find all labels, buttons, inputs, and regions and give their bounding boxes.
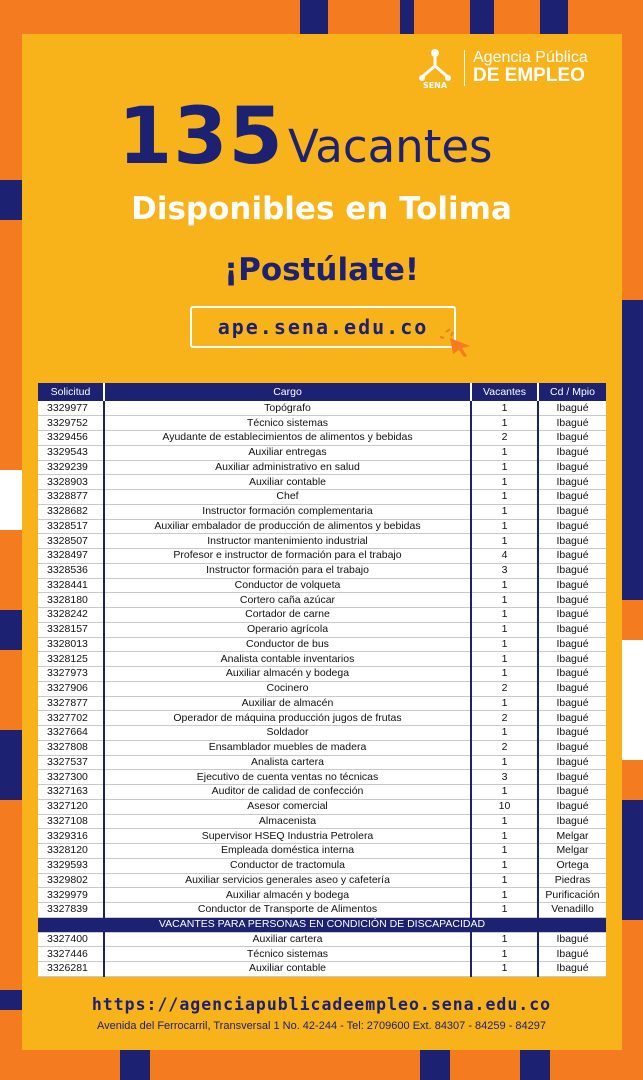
logo-line1: Agencia Pública bbox=[473, 48, 588, 66]
cell-solicitud: 3329979 bbox=[38, 888, 104, 903]
cell-solicitud: 3328536 bbox=[38, 563, 104, 578]
cell-mpio: Ibagué bbox=[538, 475, 606, 490]
cell-solicitud: 3328180 bbox=[38, 593, 104, 608]
cell-mpio: Ibagué bbox=[538, 962, 606, 977]
cell-cargo: Soldador bbox=[104, 726, 471, 741]
sena-logo-icon bbox=[414, 47, 456, 89]
cell-solicitud: 3329239 bbox=[38, 460, 104, 475]
table-row bbox=[38, 622, 606, 637]
cell-cargo: Empleada doméstica interna bbox=[104, 844, 471, 859]
cell-mpio: Ibagué bbox=[538, 445, 606, 460]
cell-mpio: Ibagué bbox=[538, 770, 606, 785]
cell-mpio: Ortega bbox=[538, 858, 606, 873]
cell-cargo: Auxiliar almacén y bodega bbox=[104, 667, 471, 682]
cell-solicitud: 3328507 bbox=[38, 534, 104, 549]
cell-solicitud: 3327537 bbox=[38, 755, 104, 770]
cell-vacantes: 1 bbox=[471, 888, 538, 903]
cell-vacantes: 1 bbox=[471, 490, 538, 505]
cell-vacantes: 1 bbox=[471, 519, 538, 534]
cell-cargo: Analista cartera bbox=[104, 755, 471, 770]
decor-stripe bbox=[622, 640, 643, 760]
table-row bbox=[38, 490, 606, 505]
cell-vacantes: 1 bbox=[471, 445, 538, 460]
cell-vacantes: 1 bbox=[471, 534, 538, 549]
cell-vacantes: 1 bbox=[471, 401, 538, 416]
cell-mpio: Ibagué bbox=[538, 622, 606, 637]
cell-cargo: Ensamblador muebles de madera bbox=[104, 740, 471, 755]
cell-mpio: Ibagué bbox=[538, 932, 606, 947]
cell-cargo: Conductor de Transporte de Alimentos bbox=[104, 903, 471, 918]
table-row bbox=[38, 563, 606, 578]
cell-solicitud: 3328517 bbox=[38, 519, 104, 534]
table-row bbox=[38, 962, 606, 977]
cell-cargo: Instructor formación para el trabajo bbox=[104, 563, 471, 578]
cell-vacantes: 10 bbox=[471, 799, 538, 814]
decor-stripe bbox=[400, 0, 414, 34]
logo-divider bbox=[464, 50, 465, 86]
cell-cargo: Auxiliar almacén y bodega bbox=[104, 888, 471, 903]
cell-cargo: Auxiliar administrativo en salud bbox=[104, 460, 471, 475]
website-link[interactable] bbox=[190, 306, 456, 348]
decor-stripe bbox=[120, 1050, 150, 1080]
table-row bbox=[38, 858, 606, 873]
cell-vacantes: 1 bbox=[471, 785, 538, 800]
table-row bbox=[38, 711, 606, 726]
table-row bbox=[38, 740, 606, 755]
cell-solicitud: 3328441 bbox=[38, 578, 104, 593]
cell-solicitud: 3328120 bbox=[38, 844, 104, 859]
table-row bbox=[38, 770, 606, 785]
cell-mpio: Ibagué bbox=[538, 947, 606, 962]
cell-cargo: Auxiliar embalador de producción de alimentos y bebidas bbox=[104, 519, 471, 534]
cell-cargo: Conductor de bus bbox=[104, 637, 471, 652]
cell-mpio: Ibagué bbox=[538, 740, 606, 755]
cell-vacantes: 4 bbox=[471, 549, 538, 564]
table-row bbox=[38, 844, 606, 859]
cell-vacantes: 2 bbox=[471, 431, 538, 446]
cell-solicitud: 3328877 bbox=[38, 490, 104, 505]
cell-mpio: Ibagué bbox=[538, 490, 606, 505]
header-solicitud: Solicitud bbox=[38, 383, 104, 401]
cell-mpio: Ibagué bbox=[538, 637, 606, 652]
cell-cargo: Auditor de calidad de confección bbox=[104, 785, 471, 800]
table-row bbox=[38, 726, 606, 741]
cell-cargo: Conductor de volqueta bbox=[104, 578, 471, 593]
table-row bbox=[38, 519, 606, 534]
agency-logo bbox=[414, 46, 614, 90]
cell-mpio: Ibagué bbox=[538, 401, 606, 416]
cell-mpio: Ibagué bbox=[538, 416, 606, 431]
cell-cargo: Chef bbox=[104, 490, 471, 505]
table-header-row bbox=[38, 383, 606, 401]
cell-solicitud: 3329543 bbox=[38, 445, 104, 460]
table-row bbox=[38, 814, 606, 829]
table-row bbox=[38, 637, 606, 652]
cell-solicitud: 3328242 bbox=[38, 608, 104, 623]
cell-mpio: Ibagué bbox=[538, 431, 606, 446]
cell-vacantes: 2 bbox=[471, 681, 538, 696]
cell-cargo: Supervisor HSEQ Industria Petrolera bbox=[104, 829, 471, 844]
cell-cargo: Profesor e instructor de formación para el trabajo bbox=[104, 549, 471, 564]
cell-solicitud: 3328157 bbox=[38, 622, 104, 637]
cell-mpio: Piedras bbox=[538, 873, 606, 888]
table-row bbox=[38, 932, 606, 947]
table-row bbox=[38, 475, 606, 490]
table-row bbox=[38, 608, 606, 623]
cell-cargo: Instructor formación complementaria bbox=[104, 504, 471, 519]
cell-vacantes: 3 bbox=[471, 770, 538, 785]
cell-cargo: Auxiliar servicios generales aseo y cafetería bbox=[104, 873, 471, 888]
cell-vacantes: 1 bbox=[471, 844, 538, 859]
cell-mpio: Ibagué bbox=[538, 667, 606, 682]
cell-solicitud: 3327163 bbox=[38, 785, 104, 800]
cell-solicitud: 3329752 bbox=[38, 416, 104, 431]
cell-solicitud: 3327877 bbox=[38, 696, 104, 711]
cell-mpio: Ibagué bbox=[538, 549, 606, 564]
cell-cargo: Almacenista bbox=[104, 814, 471, 829]
cell-solicitud: 3327702 bbox=[38, 711, 104, 726]
cell-cargo: Ejecutivo de cuenta ventas no técnicas bbox=[104, 770, 471, 785]
cell-mpio: Ibagué bbox=[538, 608, 606, 623]
footer-address: Avenida del Ferrocarril, Transversal 1 No. 42-244 - Tel: 2709600 Ext. 84307 - 84259 - 84297 bbox=[96, 1020, 547, 1032]
table-row bbox=[38, 460, 606, 475]
cell-solicitud: 3328682 bbox=[38, 504, 104, 519]
cell-solicitud: 3327839 bbox=[38, 903, 104, 918]
cell-mpio: Ibagué bbox=[538, 534, 606, 549]
cell-vacantes: 1 bbox=[471, 726, 538, 741]
table-row bbox=[38, 504, 606, 519]
cell-solicitud: 3328903 bbox=[38, 475, 104, 490]
cell-solicitud: 3329456 bbox=[38, 431, 104, 446]
cell-mpio: Ibagué bbox=[538, 696, 606, 711]
table-row bbox=[38, 534, 606, 549]
cell-vacantes: 1 bbox=[471, 932, 538, 947]
table-row bbox=[38, 799, 606, 814]
table-row bbox=[38, 681, 606, 696]
cell-solicitud: 3328497 bbox=[38, 549, 104, 564]
cell-solicitud: 3327300 bbox=[38, 770, 104, 785]
cell-vacantes: 1 bbox=[471, 829, 538, 844]
decor-stripe bbox=[540, 0, 568, 34]
cell-solicitud: 3327906 bbox=[38, 681, 104, 696]
decor-stripe bbox=[300, 0, 328, 34]
cell-mpio: Ibagué bbox=[538, 799, 606, 814]
cell-vacantes: 1 bbox=[471, 696, 538, 711]
decor-stripe bbox=[0, 610, 22, 650]
cell-mpio: Ibagué bbox=[538, 785, 606, 800]
decor-stripe bbox=[0, 730, 22, 800]
pointer-cursor-icon bbox=[440, 328, 474, 358]
cell-solicitud: 3329316 bbox=[38, 829, 104, 844]
cell-cargo: Cocinero bbox=[104, 681, 471, 696]
decor-stripe bbox=[420, 1050, 450, 1080]
website-link-text: ape.sena.edu.co bbox=[217, 315, 429, 339]
cell-vacantes: 1 bbox=[471, 637, 538, 652]
table-row bbox=[38, 578, 606, 593]
cell-vacantes: 2 bbox=[471, 711, 538, 726]
cell-vacantes: 1 bbox=[471, 667, 538, 682]
table-row bbox=[38, 445, 606, 460]
cell-solicitud: 3327973 bbox=[38, 667, 104, 682]
table-row bbox=[38, 829, 606, 844]
cell-vacantes: 1 bbox=[471, 416, 538, 431]
header-vacantes: Vacantes bbox=[471, 383, 538, 401]
cell-vacantes: 3 bbox=[471, 563, 538, 578]
cell-cargo: Ayudante de establecimientos de alimentos y bebidas bbox=[104, 431, 471, 446]
table-row bbox=[38, 785, 606, 800]
cell-cargo: Operario agrícola bbox=[104, 622, 471, 637]
cell-cargo: Instructor mantenimiento industrial bbox=[104, 534, 471, 549]
cell-vacantes: 1 bbox=[471, 755, 538, 770]
table-row bbox=[38, 652, 606, 667]
header-cargo: Cargo bbox=[104, 383, 471, 401]
cell-cargo: Auxiliar cartera bbox=[104, 932, 471, 947]
cell-cargo: Topógrafo bbox=[104, 401, 471, 416]
cell-cargo: Auxiliar contable bbox=[104, 475, 471, 490]
cell-solicitud: 3327108 bbox=[38, 814, 104, 829]
cell-cargo: Cortador de carne bbox=[104, 608, 471, 623]
cell-mpio: Melgar bbox=[538, 829, 606, 844]
table-body bbox=[38, 401, 606, 976]
cell-solicitud: 3326281 bbox=[38, 962, 104, 977]
cell-cargo: Auxiliar contable bbox=[104, 962, 471, 977]
cell-vacantes: 1 bbox=[471, 504, 538, 519]
decor-stripe bbox=[622, 800, 643, 920]
vacancies-table bbox=[38, 383, 606, 977]
cell-mpio: Ibagué bbox=[538, 563, 606, 578]
table-row bbox=[38, 755, 606, 770]
footer-website-link[interactable]: https://agenciapublicadeempleo.sena.edu.co bbox=[91, 995, 552, 1014]
section-label: VACANTES PARA PERSONAS EN CONDICIÓN DE DISCAPACIDAD bbox=[38, 917, 606, 932]
table-row bbox=[38, 431, 606, 446]
cell-solicitud: 3327664 bbox=[38, 726, 104, 741]
cell-mpio: Ibagué bbox=[538, 711, 606, 726]
decor-stripe bbox=[0, 0, 22, 1080]
table-row bbox=[38, 903, 606, 918]
cell-mpio: Ibagué bbox=[538, 726, 606, 741]
cell-cargo: Auxiliar entregas bbox=[104, 445, 471, 460]
table-row bbox=[38, 401, 606, 416]
cell-cargo: Analista contable inventarios bbox=[104, 652, 471, 667]
cell-solicitud: 3328013 bbox=[38, 637, 104, 652]
cell-cargo: Técnico sistemas bbox=[104, 947, 471, 962]
cell-mpio: Purificación bbox=[538, 888, 606, 903]
cell-cargo: Auxiliar de almacén bbox=[104, 696, 471, 711]
table-row bbox=[38, 696, 606, 711]
cell-vacantes: 1 bbox=[471, 460, 538, 475]
vacancy-word: Vacantes bbox=[288, 120, 493, 173]
cell-mpio: Ibagué bbox=[538, 814, 606, 829]
cell-mpio: Ibagué bbox=[538, 578, 606, 593]
cell-solicitud: 3327446 bbox=[38, 947, 104, 962]
cell-vacantes: 1 bbox=[471, 962, 538, 977]
table-row bbox=[38, 667, 606, 682]
cell-mpio: Melgar bbox=[538, 844, 606, 859]
table-row bbox=[38, 947, 606, 962]
cell-vacantes: 1 bbox=[471, 858, 538, 873]
call-to-action: ¡Postúlate! bbox=[223, 252, 420, 288]
logo-line2: DE EMPLEO bbox=[473, 65, 585, 87]
vacancy-count: 135 bbox=[118, 92, 284, 182]
cell-vacantes: 1 bbox=[471, 652, 538, 667]
cell-vacantes: 1 bbox=[471, 593, 538, 608]
cell-solicitud: 3327808 bbox=[38, 740, 104, 755]
header-mpio: Cd / Mpio bbox=[538, 383, 606, 401]
cell-mpio: Ibagué bbox=[538, 460, 606, 475]
cell-vacantes: 1 bbox=[471, 873, 538, 888]
cell-mpio: Ibagué bbox=[538, 681, 606, 696]
cell-mpio: Ibagué bbox=[538, 519, 606, 534]
cell-solicitud: 3329802 bbox=[38, 873, 104, 888]
cell-vacantes: 1 bbox=[471, 947, 538, 962]
cell-solicitud: 3328125 bbox=[38, 652, 104, 667]
cell-mpio: Ibagué bbox=[538, 755, 606, 770]
decor-stripe bbox=[622, 300, 643, 600]
decor-stripe bbox=[470, 0, 494, 34]
cell-solicitud: 3327400 bbox=[38, 932, 104, 947]
decor-stripe bbox=[520, 1050, 550, 1080]
cell-cargo: Asesor comercial bbox=[104, 799, 471, 814]
cell-mpio: Venadillo bbox=[538, 903, 606, 918]
table-row bbox=[38, 549, 606, 564]
cell-vacantes: 1 bbox=[471, 578, 538, 593]
cell-vacantes: 1 bbox=[471, 814, 538, 829]
cell-vacantes: 1 bbox=[471, 475, 538, 490]
cell-mpio: Ibagué bbox=[538, 504, 606, 519]
decor-stripe bbox=[0, 470, 22, 530]
table-row bbox=[38, 593, 606, 608]
subtitle: Disponibles en Tolima bbox=[131, 191, 512, 227]
cell-vacantes: 1 bbox=[471, 622, 538, 637]
cell-cargo: Conductor de tractomula bbox=[104, 858, 471, 873]
table-row bbox=[38, 416, 606, 431]
cell-cargo: Técnico sistemas bbox=[104, 416, 471, 431]
cell-mpio: Ibagué bbox=[538, 652, 606, 667]
cell-vacantes: 1 bbox=[471, 903, 538, 918]
cell-cargo: Cortero caña azúcar bbox=[104, 593, 471, 608]
cell-vacantes: 1 bbox=[471, 608, 538, 623]
table-row bbox=[38, 888, 606, 903]
cell-solicitud: 3327120 bbox=[38, 799, 104, 814]
cell-vacantes: 2 bbox=[471, 740, 538, 755]
section-header-row bbox=[38, 917, 606, 932]
table-row bbox=[38, 873, 606, 888]
cell-solicitud: 3329593 bbox=[38, 858, 104, 873]
cell-solicitud: 3329977 bbox=[38, 401, 104, 416]
cell-mpio: Ibagué bbox=[538, 593, 606, 608]
logo-mark-text: SENA bbox=[422, 81, 448, 89]
cell-cargo: Operador de máquina producción jugos de frutas bbox=[104, 711, 471, 726]
